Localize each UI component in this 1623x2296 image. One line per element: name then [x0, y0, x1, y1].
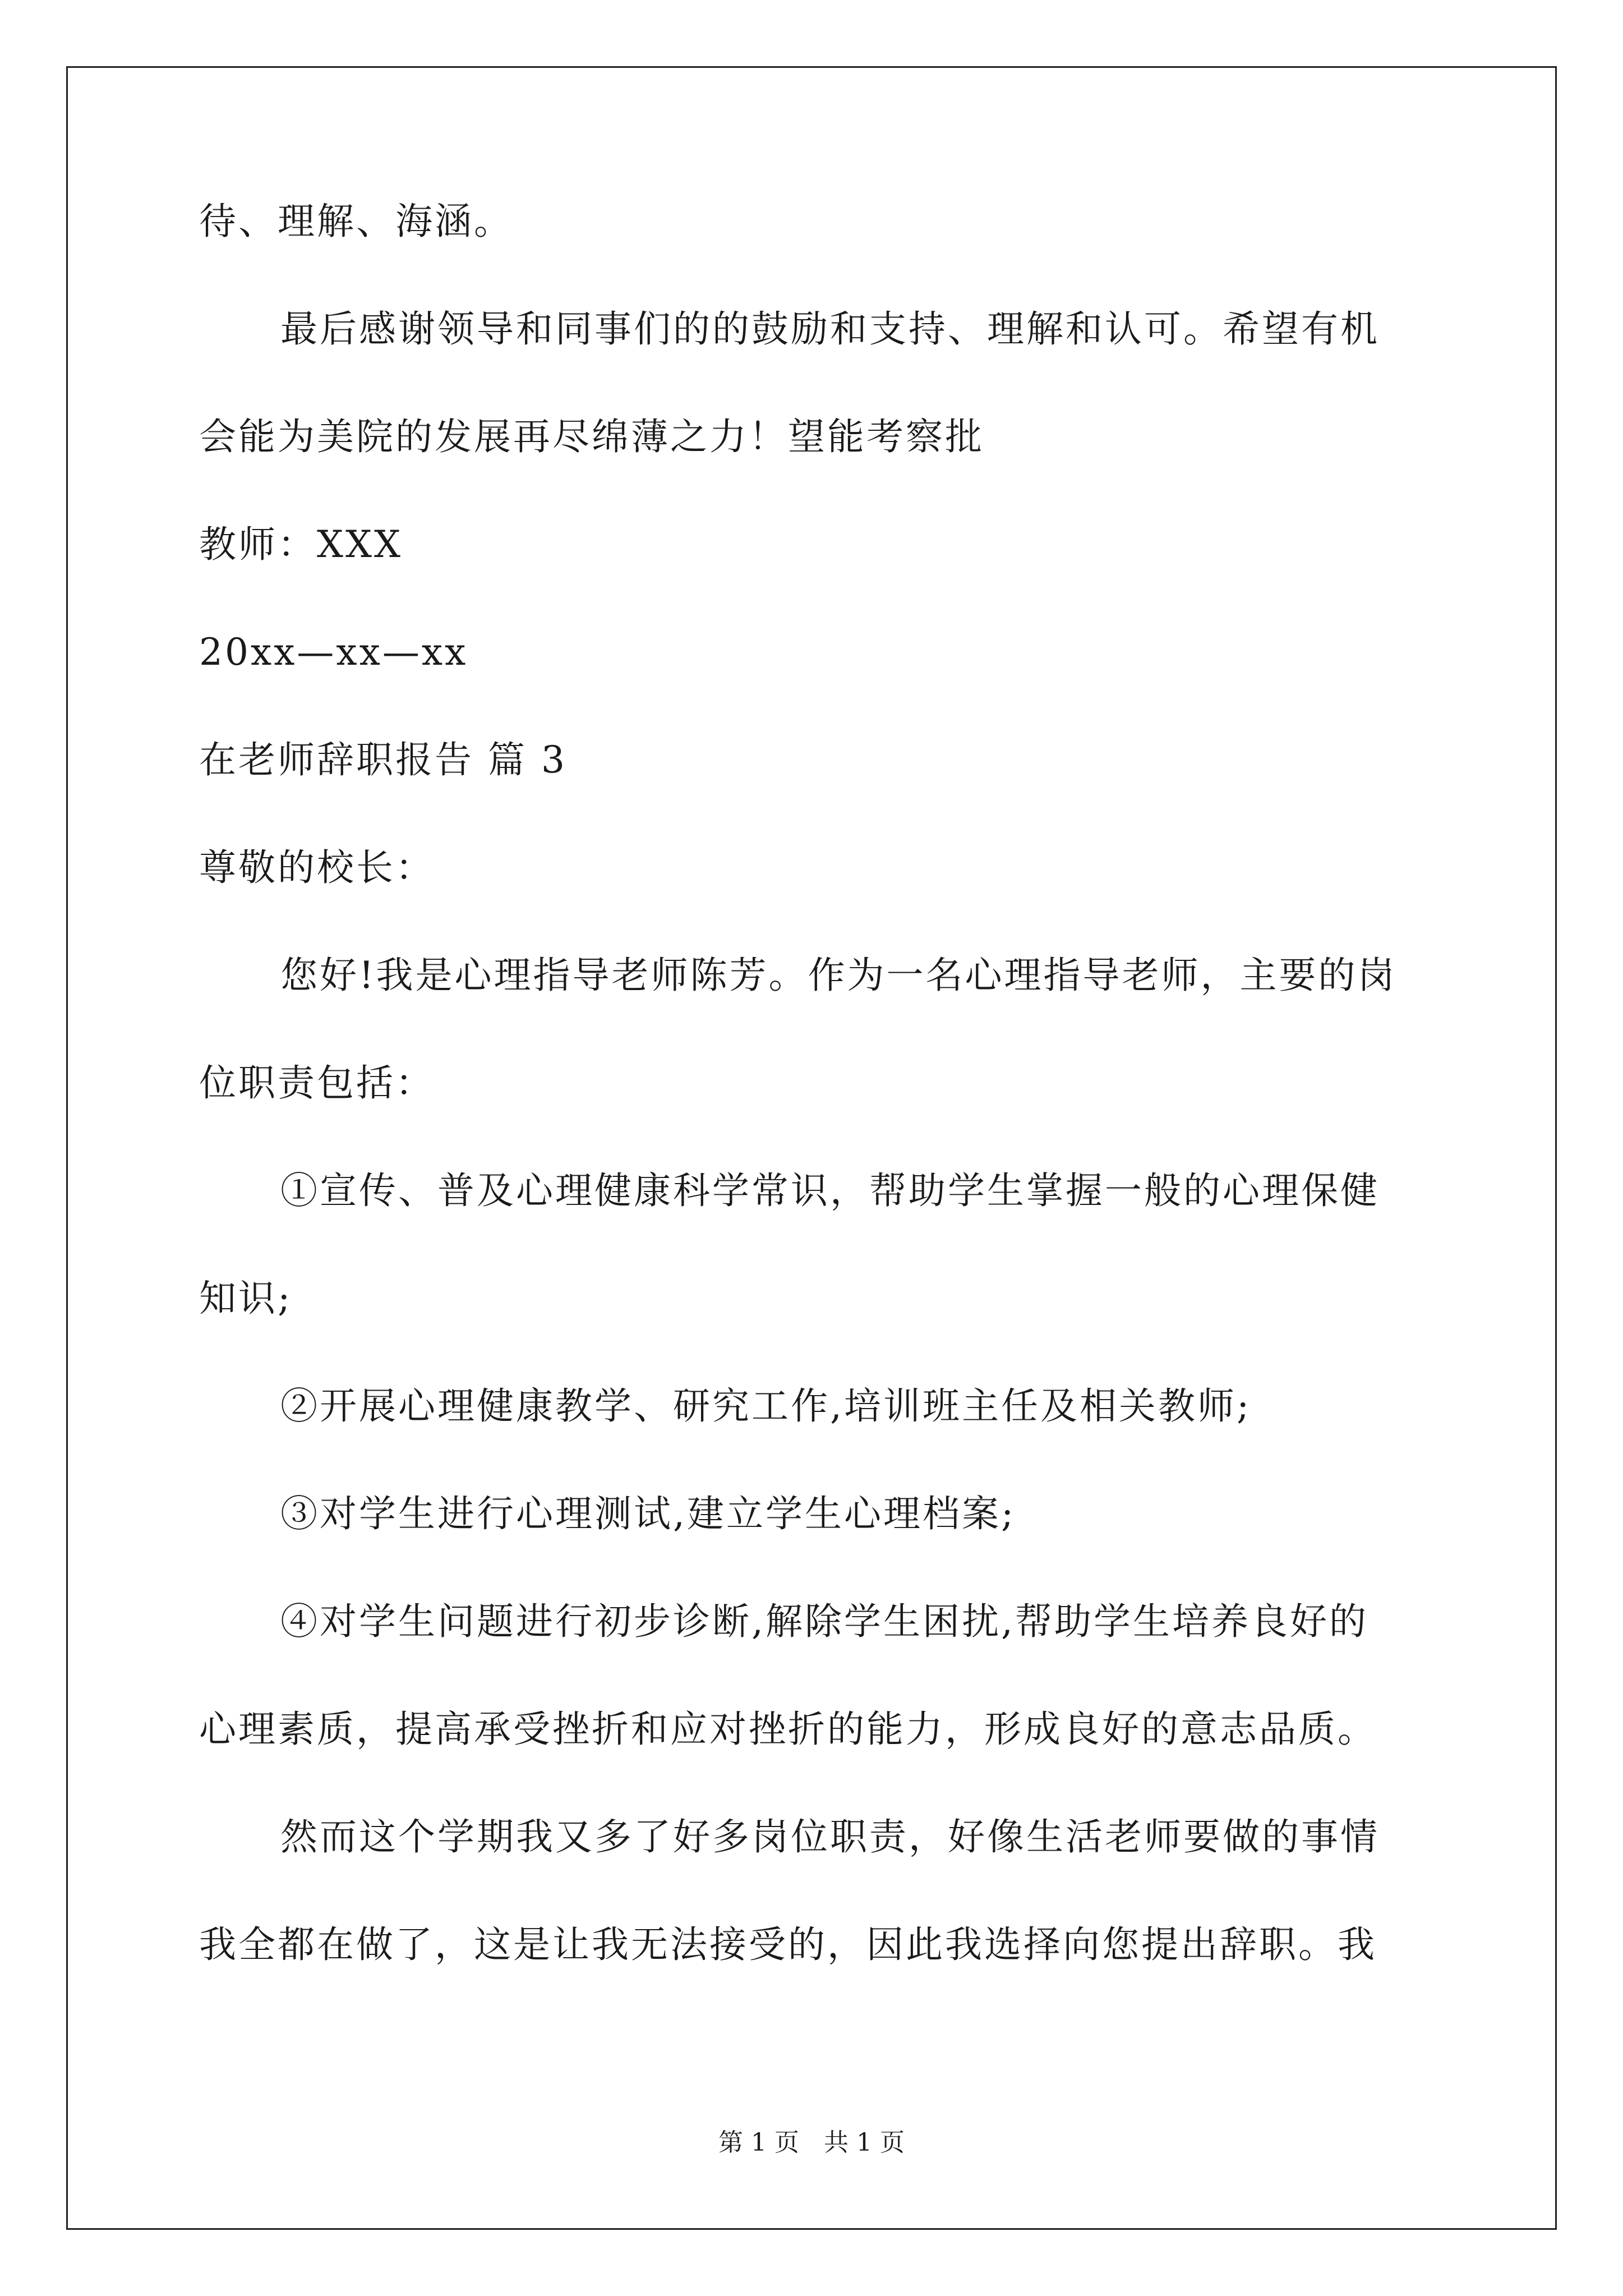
signature-date: 20xx—xx—xx: [199, 631, 468, 674]
list-item: ③对学生进行心理测试,建立学生心理档案;: [280, 1492, 1016, 1535]
list-item: ②开展心理健康教学、研究工作,培训班主任及相关教师;: [280, 1384, 1252, 1428]
text-line: 然而这个学期我又多了好多岗位职责，好像生活老师要做的事情: [280, 1815, 1380, 1858]
text-line: 会能为美院的发展再尽绵薄之力！望能考察批: [199, 415, 984, 458]
text-line: 知识;: [199, 1277, 293, 1320]
list-item: ①宣传、普及心理健康科学常识，帮助学生掌握一般的心理保健: [280, 1169, 1380, 1212]
signature-teacher: 教师：XXX: [199, 523, 403, 566]
page-footer: 第 1 页 共 1 页: [718, 2128, 905, 2157]
page-border: [66, 66, 1557, 2230]
text-line: 您好!我是心理指导老师陈芳。作为一名心理指导老师，主要的岗: [280, 954, 1397, 997]
text-line: 最后感谢领导和同事们的的鼓励和支持、理解和认可。希望有机: [280, 307, 1380, 351]
text-line: 心理素质，提高承受挫折和应对挫折的能力，形成良好的意志品质。: [199, 1708, 1377, 1751]
text-line: 位职责包括：: [199, 1061, 435, 1105]
salutation: 尊敬的校长：: [199, 846, 435, 889]
text-line: 待、理解、海涵。: [199, 200, 513, 243]
section-heading: 在老师辞职报告 篇 3: [199, 738, 567, 781]
text-line: 我全都在做了，这是让我无法接受的，因此我选择向您提出辞职。我: [199, 1923, 1377, 1966]
list-item: ④对学生问题进行初步诊断,解除学生困扰,帮助学生培养良好的: [280, 1600, 1368, 1643]
